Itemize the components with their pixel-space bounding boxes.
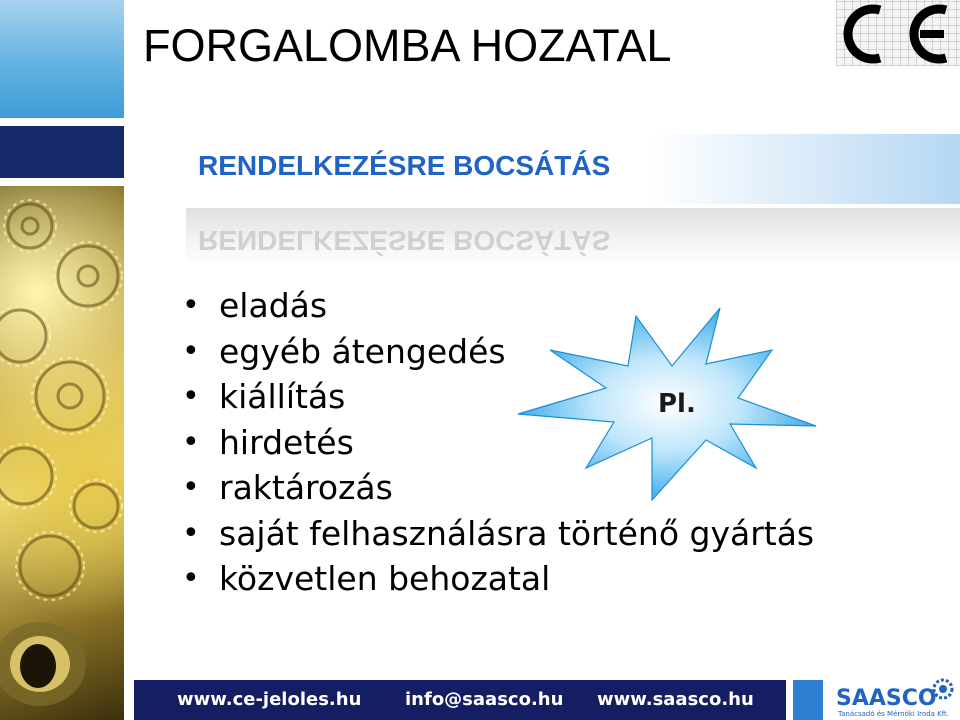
list-item: • egyéb átengedés: [178, 329, 814, 375]
list-item: • eladás: [178, 283, 814, 329]
list-item: • hirdetés: [178, 420, 814, 466]
left-decor-gears-image: [0, 186, 124, 720]
list-item: • kiállítás: [178, 374, 814, 420]
footer-link-email[interactable]: info@saasco.hu: [405, 689, 564, 710]
list-item: • raktározás: [178, 465, 814, 511]
list-item: • közvetlen behozatal: [178, 556, 814, 602]
page-title: FORGALOMBA HOZATAL: [143, 20, 672, 71]
starburst-callout: [510, 302, 820, 502]
left-decor-sky-block: [0, 0, 124, 118]
section-banner-reflection: [186, 208, 960, 266]
section-title: RENDELKEZÉSRE BOCSÁTÁS: [198, 150, 611, 181]
footer-link-saasco[interactable]: www.saasco.hu: [597, 689, 754, 710]
logo-subtitle: Tanácsadó és Mérnöki Iroda Kft.: [838, 710, 950, 718]
callout-label: Pl.: [658, 389, 696, 419]
ce-mark-graphic: [836, 0, 960, 66]
logo-name: SAASCO: [836, 686, 937, 711]
gear-icon: [928, 674, 958, 704]
left-decor-navy-block: [0, 126, 124, 178]
footer-accent-block: [793, 680, 823, 720]
footer-link-ce-jeloles[interactable]: www.ce-jeloles.hu: [177, 689, 362, 710]
gears-illustration: [0, 186, 124, 720]
ce-mark-icon: [836, 0, 960, 66]
section-title-reflection: RENDELKEZÉSRE BOCSÁTÁS: [198, 225, 611, 256]
list-item: • saját felhasználásra történő gyártás: [178, 511, 814, 557]
saasco-logo: [832, 672, 960, 720]
